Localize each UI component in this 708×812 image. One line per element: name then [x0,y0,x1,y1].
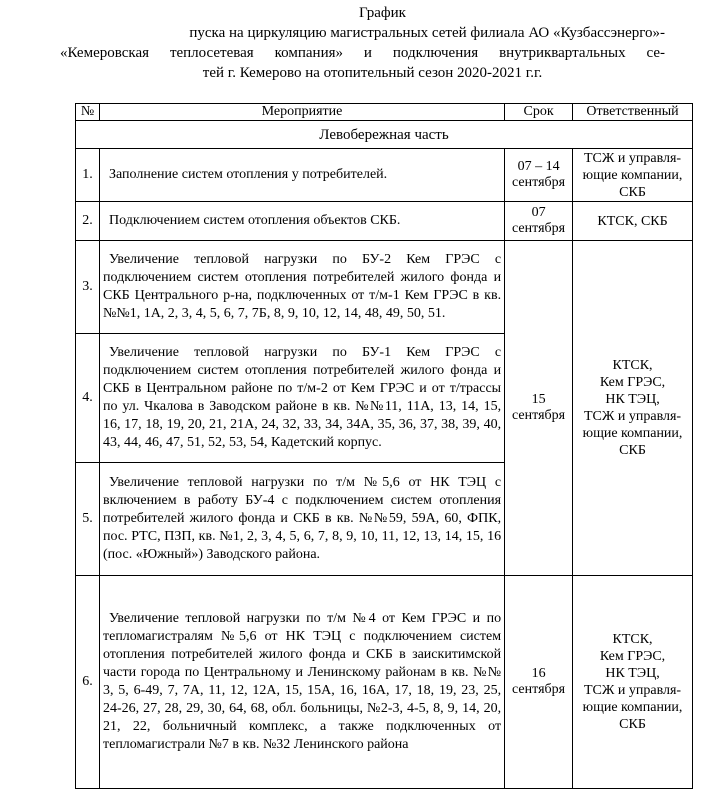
header-responsible: Ответственный [573,104,693,121]
table-header-row [76,104,693,121]
row-activity: Увеличение тепловой нагрузки по БУ-2 Кем ГРЭС с подключением систем отопления потребителей жилого фонда и СКБ Центрального р-на, подключенных от т/м-1 Кем ГРЭС в кв. №№1, 1А, 2, 3, 4, 5, 6, 7, 7Б, 8, 9, 10, 12, 14, 48, 49, 50, 51. [99,241,504,334]
row-num: 2. [76,202,100,241]
schedule-table [75,103,693,789]
row-activity: Заполнение систем отопления у потребителей. [99,149,504,202]
row-responsible [573,576,693,789]
table-row [76,576,693,789]
row-responsible [573,202,693,241]
header-date: Срок [505,104,573,121]
responsible-line: СКБ [619,717,646,732]
title-line-2: пуска на циркуляцию магистральных сетей филиала АО «Кузбассэнерго»- [189,25,665,41]
table-row [76,202,693,241]
responsible-line: ТСЖ и управля- [583,409,682,424]
responsible-line: СКБ [619,443,646,458]
row-num: 1. [76,149,100,202]
title-line-4: тей г. Кемерово на отопительный сезон 2020-2021 г.г. [202,65,543,81]
table-row [76,149,693,202]
responsible-line: Кем ГРЭС, [599,649,666,664]
section-title: Левобережная часть [76,121,693,149]
responsible-line: КТСК, СКБ [597,213,668,229]
group-responsible [573,241,693,576]
responsible-line: ющие компании, [582,167,683,183]
title-heading: График [359,5,406,21]
row-activity: Увеличение тепловой нагрузки по БУ-1 Кем ГРЭС с подключением систем отопления потребителей жилого фонда и СКБ в Центральном районе по т/м-2 от Кем ГРЭС и от т/трассы по ул. Чкалова в Заводском районе в кв. №№11, 11А, 13, 14, 15, 16, 17, 18, 19, 20, 21, 21А, 24, 32, 33, 34, 34А, 35, 36, 37, 38, 39, 40, 43, 44, 46, 47, 51, 52, 53, 54, Кадетский корпус. [99,334,504,463]
responsible-line: ТСЖ и управля- [583,683,682,698]
responsible-line: НК ТЭЦ, [605,666,660,681]
document-title [60,3,665,83]
responsible-line: КТСК, [612,632,653,647]
row-activity: Подключением систем отопления объектов СКБ. [99,202,504,241]
header-activity: Мероприятие [99,104,504,121]
responsible-line: ТСЖ и управля- [583,150,682,166]
row-num: 4. [76,334,100,463]
responsible-line: НК ТЭЦ, [605,392,660,407]
row-num: 3. [76,241,100,334]
responsible-line: СКБ [619,184,646,200]
row-date: 07 – 14 сентября [505,149,573,202]
table-row [76,241,693,334]
row-num: 5. [76,463,100,576]
row-activity: Увеличение тепловой нагрузки по т/м №4 от Кем ГРЭС и по тепломагистралям №5,6 от НК ТЭЦ с подключением систем отопления потребителей жилого фонда и СКБ в заискитимской части города по Центральному и Ленинскому районам в кв. №№ 3, 5, 6-49, 7, 7А, 11, 12, 12А, 15, 15А, 16, 16А, 17, 18, 19, 23, 25, 24-26, 27, 28, 29, 30, 64, 68, обл. больницы, №2-3, 4-5, 8, 9, 14, 20, 21, 22, больничный комплекс, а также подключенных от тепломагистрали №7 в кв. №32 Ленинского района [99,576,504,789]
responsible-line: Кем ГРЭС, [599,375,666,390]
title-line-3: «Кемеровская теплосетевая компания» и подключения внутриквартальных се- [60,45,665,61]
responsible-line: ющие компании, [582,426,683,441]
section-row [76,121,693,149]
responsible-line: ющие компании, [582,700,683,715]
row-responsible [573,149,693,202]
group-date: 15 сентября [505,241,573,576]
responsible-line: КТСК, [612,358,653,373]
header-num: № [76,104,100,121]
row-num: 6. [76,576,100,789]
row-date: 16 сентября [505,576,573,789]
row-activity: Увеличение тепловой нагрузки по т/м №5,6 от НК ТЭЦ с включением в работу БУ-4 с подключением систем отопления потребителей жилого фонда и СКБ в кв. №№59, 59А, 60, ФПК, пос. РТС, ПЗП, кв. №1, 2, 3, 4, 5, 6, 7, 8, 9, 10, 11, 12, 13, 14, 15, 16 (пос. «Южный») Заводского района. [99,463,504,576]
row-date: 07 сентября [505,202,573,241]
